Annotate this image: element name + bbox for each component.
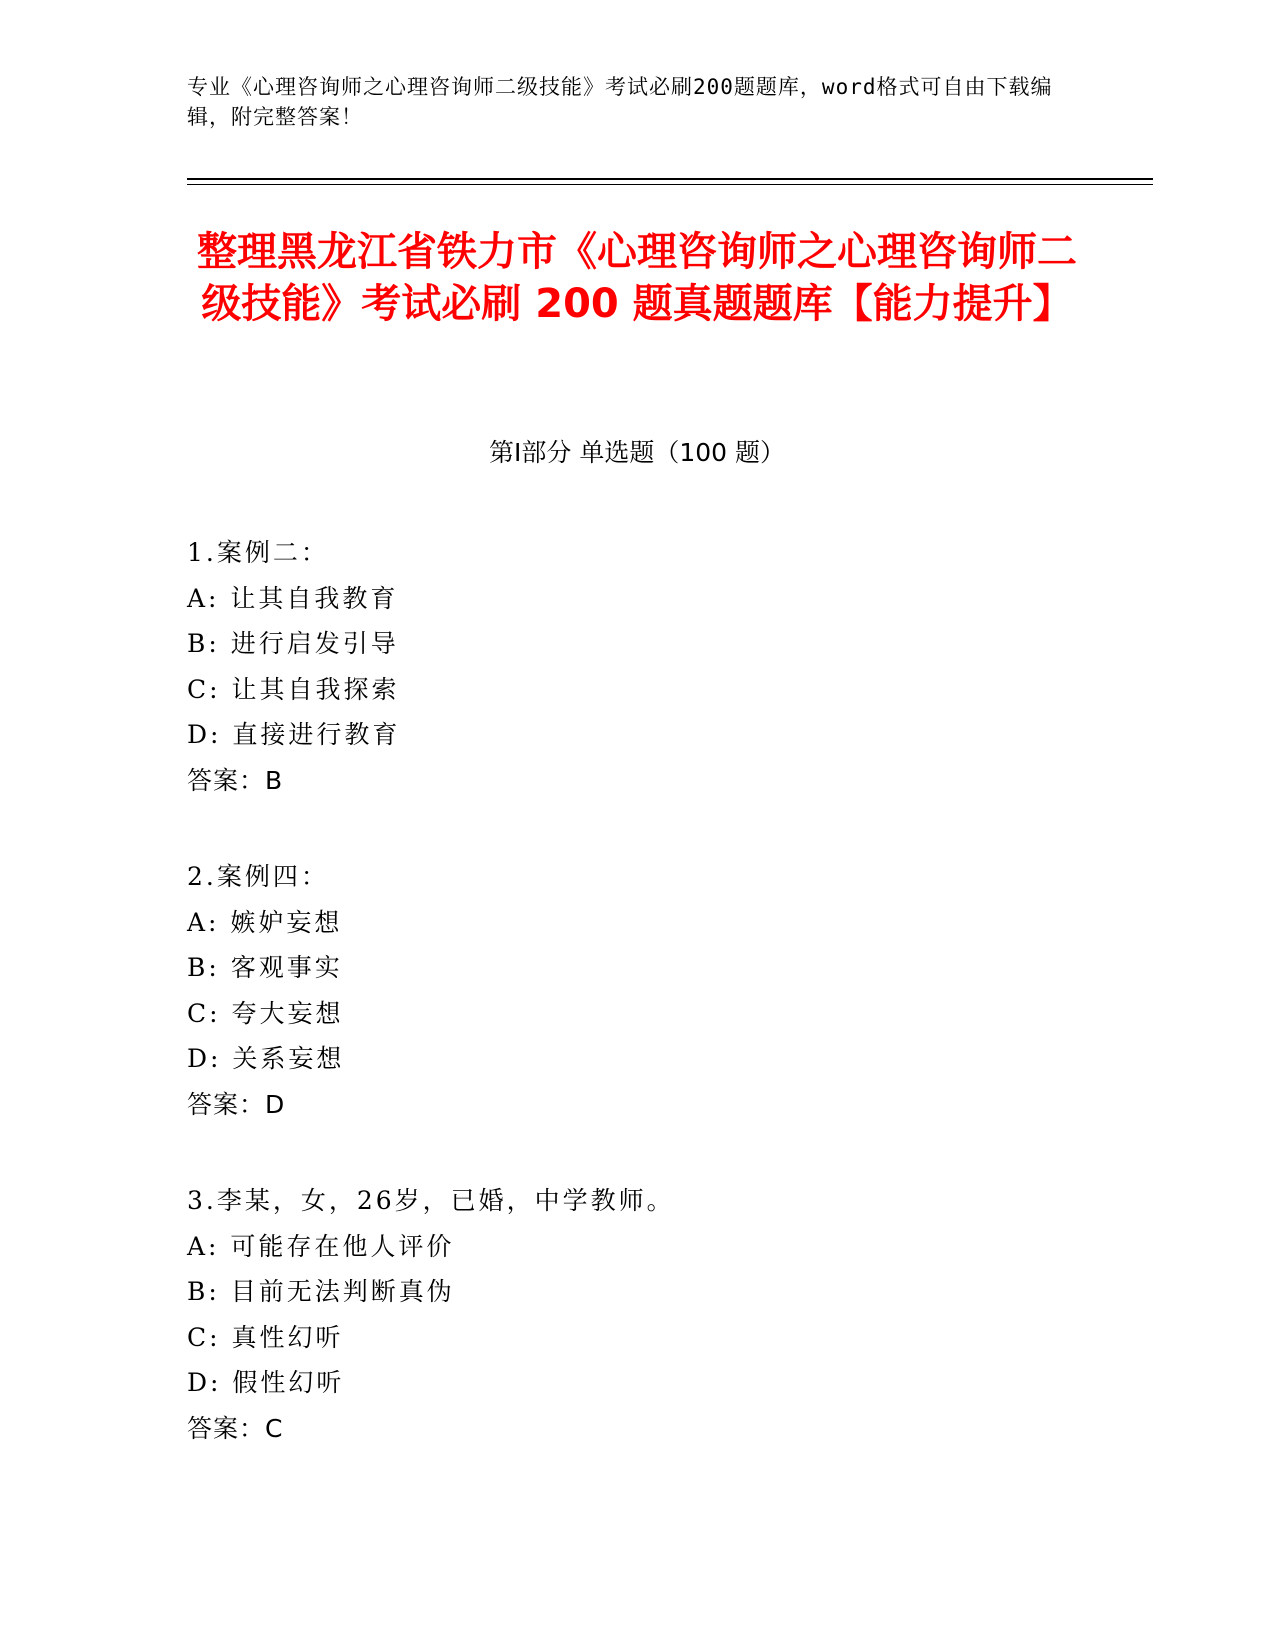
- option-d: D: 假性幻听: [187, 1368, 345, 1397]
- document-title: 整理黑龙江省铁力市《心理咨询师之心理咨询师二级技能》考试必刷 200 题真题题库【能力提升】: [197, 229, 1077, 327]
- header-note: 专业《心理咨询师之心理咨询师二级技能》考试必刷200题题库，word格式可自由下载编辑，附完整答案！: [187, 75, 1053, 129]
- option-c: C: 让其自我探索: [187, 674, 400, 704]
- question-3: [187, 1178, 1087, 1451]
- option-b: B: 进行启发引导: [187, 629, 399, 658]
- option-c: C: 夸大妄想: [187, 998, 344, 1028]
- option-d: D: 关系妄想: [187, 1044, 345, 1073]
- header-rule-top: [187, 178, 1153, 180]
- option-a: A: 让其自我教育: [187, 583, 399, 613]
- answer-line: 答案：B: [187, 765, 284, 795]
- answer-line: 答案：C: [187, 1413, 284, 1443]
- answer-line: 答案：D: [187, 1089, 286, 1119]
- question-2: [187, 854, 1087, 1127]
- option-d: D: 直接进行教育: [187, 720, 401, 749]
- question-list: [187, 530, 1087, 1502]
- option-b: B: 客观事实: [187, 953, 343, 982]
- option-b: B: 目前无法判断真伪: [187, 1277, 455, 1306]
- option-c: C: 真性幻听: [187, 1322, 344, 1352]
- question-stem: 2.案例四：: [187, 862, 329, 891]
- question-1: [187, 530, 1087, 803]
- question-stem: 3.李某，女，26岁，已婚，中学教师。: [187, 1186, 675, 1215]
- option-a: A: 嫉妒妄想: [187, 907, 343, 937]
- section-title: 第Ⅰ部分 单选题（100 题）: [489, 438, 785, 467]
- question-stem: 1.案例二：: [187, 538, 329, 567]
- header-rule-bottom: [187, 184, 1153, 185]
- option-a: A: 可能存在他人评价: [187, 1231, 455, 1261]
